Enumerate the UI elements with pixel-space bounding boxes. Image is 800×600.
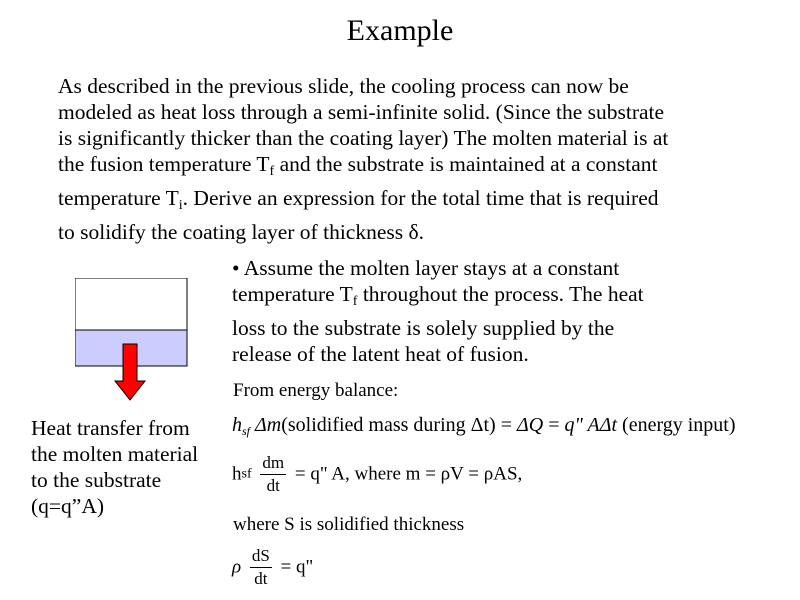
slide-title: Example [346, 14, 454, 47]
layer-diagram [75, 278, 191, 403]
equation-mass-rate: hsf $\frac{dm}{dt}$ = q" A, where m = ρV = ρAS, [232, 453, 523, 495]
caption-line-1: Heat transfer from [31, 416, 190, 440]
intro-line-4: the fusion temperature $T_f$ and the substrate is maintained at a constant [58, 152, 658, 179]
intro-line-1: As described in the previous slide, the cooling process can now be [58, 74, 629, 98]
fraction-ds-dt: $\frac{dS}{dt}$ [251, 546, 270, 588]
bullet-line-4: release of the latent heat of fusion. [232, 342, 529, 366]
solidified-thickness-note: where S is solidified thickness [233, 514, 465, 535]
bullet-line-2: temperature $T_f$ throughout the process. The heat [232, 282, 644, 309]
caption-line-4: (q=q”A) [31, 494, 105, 518]
intro-paragraph [58, 73, 770, 245]
fraction-dm-dt: $\frac{dm}{dt}$ [262, 453, 285, 495]
equation-energy-balance: $h_{sf}$ Δm(solidified mass during Δt) = ΔQ = q" AΔt (energy input) [232, 414, 736, 438]
caption-line-2: the molten material [31, 442, 199, 466]
diagram-caption [31, 415, 231, 519]
assumption-bullet [232, 255, 732, 367]
intro-line-3: is significantly thicker than the coating layer) The molten material is at [58, 126, 669, 150]
caption-line-3: to the substrate [31, 468, 162, 492]
molten-layer [75, 278, 187, 330]
intro-line-2: modeled as heat loss through a semi-infinite solid. (Since the substrate [58, 100, 665, 124]
intro-line-5: temperature $T_i$. Derive an expression for the total time that is required [58, 186, 659, 213]
bullet-line-3: loss to the substrate is solely supplied by the [232, 316, 615, 340]
equation-thickness-rate: ρ $\frac{dS}{dt}$ = q" [232, 546, 314, 588]
intro-line-6: to solidify the coating layer of thickness δ. [58, 220, 424, 244]
bullet-line-1: • Assume the molten layer stays at a constant [232, 256, 620, 280]
energy-balance-label: From energy balance: [233, 380, 399, 401]
